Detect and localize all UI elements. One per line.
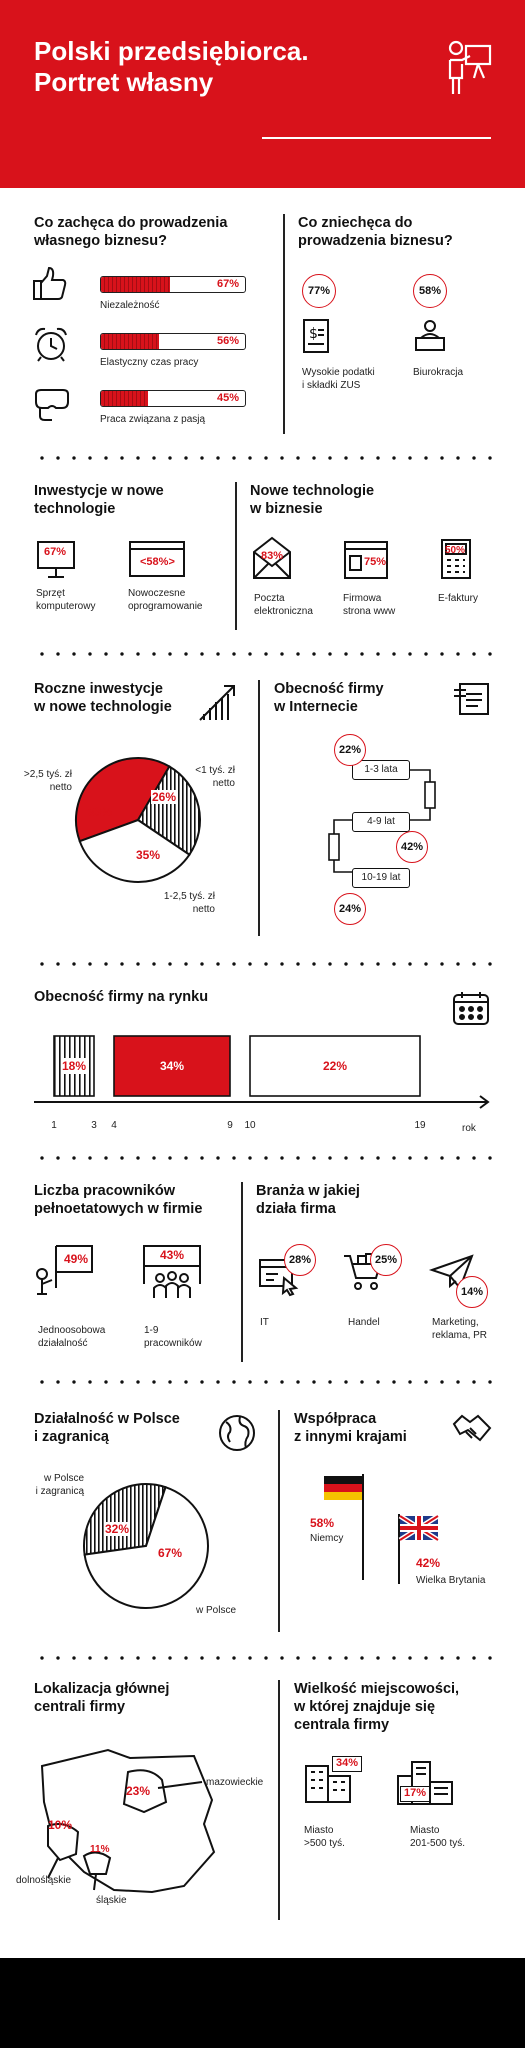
section3-divider <box>258 680 260 936</box>
hq-label-dolnoslaskie: dolnośląskie <box>16 1875 72 1886</box>
encourage-title <box>34 214 264 250</box>
annual-invest-label-3-line1: 1-2,5 tyś. zł <box>163 891 215 902</box>
section6-divider <box>278 1410 280 1632</box>
timeline-tick-6: 19 <box>414 1120 426 1131</box>
new-tech-label-2 <box>343 592 395 618</box>
encourage-label-1: Niezależność <box>100 300 160 311</box>
city-size-pct-2: 17% <box>403 1787 427 1799</box>
encourage-bar-2-fill <box>101 334 159 349</box>
city-size-label-1 <box>304 1824 345 1850</box>
encourage-label-2: Elastyczny czas pracy <box>100 357 199 368</box>
globe-icon <box>218 1414 256 1452</box>
online-presence-box-1 <box>352 760 410 780</box>
industry-circle-3 <box>456 1276 488 1308</box>
employees-pct-1: 49% <box>64 1252 89 1266</box>
industry-title-line1: Branża w jakiej <box>256 1183 360 1199</box>
city-size-title-line1: Wielkość miejscowości, <box>294 1681 460 1697</box>
cooperation-label-2: Wielka Brytania <box>416 1575 486 1586</box>
encourage-bar-3 <box>100 390 246 407</box>
activity-title-line2: i zagranicą <box>34 1429 109 1445</box>
thumbs-up-icon <box>32 266 68 302</box>
encourage-pct-3: 45% <box>216 392 239 404</box>
annual-invest-label-2 <box>185 764 235 790</box>
encourage-bar-2 <box>100 333 246 350</box>
new-tech-label-2-line1: Firmowa <box>343 593 382 604</box>
svg-text:$: $ <box>309 326 318 342</box>
dotted-separator <box>34 652 492 656</box>
city-size-label-1-line1: Miasto <box>304 1825 334 1836</box>
city-size-title-line3: centrala firmy <box>294 1717 390 1733</box>
timeline-pct-2: 34% <box>159 1059 185 1073</box>
dotted-separator <box>34 1656 492 1660</box>
online-presence-title <box>274 680 434 716</box>
new-tech-title <box>250 482 430 518</box>
city-size-title <box>294 1680 494 1734</box>
section2-divider <box>235 482 237 630</box>
employees-title-line1: Liczba pracowników <box>34 1183 175 1199</box>
online-presence-circle-1 <box>334 734 366 766</box>
document-list-icon <box>452 682 490 716</box>
discourage-label-1-line2: i składki ZUS <box>302 380 361 391</box>
cooperation-label-1: Niemcy <box>310 1533 344 1544</box>
timeline-tick-3: 4 <box>111 1120 117 1131</box>
timeline-pct-1: 18% <box>61 1059 87 1073</box>
encourage-label-3: Praca związana z pasją <box>100 414 206 425</box>
discourage-title-line2: prowadzenia biznesu? <box>298 233 453 249</box>
activity-pct-2: 67% <box>158 1546 183 1560</box>
new-tech-pct-1: 83% <box>261 550 284 562</box>
hq-label-mazowieckie: mazowieckie <box>206 1777 264 1788</box>
annual-invest-label-2-line2: netto <box>212 778 235 789</box>
invest-tech-label-1-line1: Sprzęt <box>36 588 65 599</box>
section5-divider <box>241 1182 243 1362</box>
discourage-label-1-line1: Wysokie podatki <box>302 367 375 378</box>
industry-title-line2: działa firma <box>256 1201 336 1217</box>
encourage-pct-1: 67% <box>216 278 239 290</box>
new-tech-label-1-line1: Poczta <box>254 593 285 604</box>
annual-invest-pct-3: 35% <box>136 848 161 862</box>
encourage-title-line1: Co zachęca do prowadzenia <box>34 215 228 231</box>
new-tech-pct-3: 50% <box>445 545 466 556</box>
new-tech-title-line1: Nowe technologie <box>250 483 375 499</box>
new-tech-label-3: E-faktury <box>438 593 479 604</box>
timeline-tick-2: 3 <box>91 1120 97 1131</box>
employees-pct-2: 43% <box>160 1248 185 1262</box>
annual-invest-pct-2: 26% <box>152 790 177 804</box>
discourage-pct-circle-1 <box>302 274 336 308</box>
online-presence-label-3: 10-19 lat <box>361 872 401 883</box>
city-size-pct-1: 34% <box>335 1757 359 1769</box>
hq-location-title-line2: centrali firmy <box>34 1699 126 1715</box>
timeline-tick-5: 10 <box>244 1120 256 1131</box>
employees-label-1-line2: działalność <box>38 1338 88 1349</box>
new-tech-label-2-line2: strona www <box>343 606 396 617</box>
employees-title-line2: pełnoetatowych w firmie <box>34 1201 203 1217</box>
annual-invest-label-3 <box>155 890 215 916</box>
discourage-title <box>298 214 498 250</box>
hq-location-title-line1: Lokalizacja głównej <box>34 1681 170 1697</box>
new-tech-label-1-line2: elektroniczna <box>254 606 313 617</box>
city-size-label-2 <box>410 1824 465 1850</box>
encourage-title-line2: własnego biznesu? <box>34 233 167 249</box>
cooperation-title <box>294 1410 464 1446</box>
footer-bar <box>0 1958 525 2048</box>
employees-title <box>34 1182 234 1218</box>
presenter-board-icon <box>444 38 494 96</box>
city-size-pct-box-1 <box>332 1756 362 1772</box>
invest-tech-pct-2: <58%> <box>140 556 175 568</box>
city-size-label-2-line2: 201-500 tyś. <box>410 1838 466 1849</box>
online-presence-box-2 <box>352 812 410 832</box>
online-presence-pct-1: 22% <box>338 744 362 756</box>
online-presence-title-line1: Obecność firmy <box>274 681 384 697</box>
industry-pct-3: 14% <box>460 1286 484 1298</box>
cooperation-pct-1: 58% <box>310 1516 335 1530</box>
activity-pie <box>80 1480 212 1612</box>
online-presence-title-line2: w Internecie <box>274 699 358 715</box>
market-presence-title: Obecność firmy na rynku <box>34 989 209 1005</box>
annual-invest-label-1 <box>18 768 72 794</box>
online-presence-circle-2 <box>396 831 428 863</box>
invest-tech-label-1-line2: komputerowy <box>36 601 96 612</box>
timeline-tick-1: 1 <box>51 1120 57 1131</box>
invest-tech-label-2 <box>128 587 203 613</box>
online-presence-box-3 <box>352 868 410 888</box>
handshake-icon <box>452 1414 492 1444</box>
industry-label-2: Handel <box>348 1317 380 1328</box>
alarm-clock-icon <box>32 325 70 363</box>
cooperation-pct-2: 42% <box>416 1556 441 1570</box>
annual-invest-label-1-line2: netto <box>49 782 72 793</box>
employees-label-2-line1: 1-9 <box>144 1325 159 1336</box>
discourage-label-1 <box>302 366 375 392</box>
cooperation-title-line1: Współpraca <box>294 1411 377 1427</box>
industry-label-3-line1: Marketing, <box>432 1317 479 1328</box>
new-tech-label-1 <box>254 592 313 618</box>
section1-divider <box>283 214 285 434</box>
page-title <box>34 36 364 98</box>
market-presence-chart <box>34 1036 494 1136</box>
hq-label-slaskie: śląskie <box>96 1895 127 1906</box>
industry-label-3-line2: reklama, PR <box>432 1330 488 1341</box>
discourage-title-line1: Co zniechęca do <box>298 215 413 231</box>
invest-tech-label-1 <box>36 587 95 613</box>
bureaucrat-desk-icon <box>413 318 447 352</box>
industry-label-3 <box>432 1316 487 1342</box>
dotted-separator <box>34 1380 492 1384</box>
invest-tech-title <box>34 482 224 518</box>
invest-tech-title-line2: technologie <box>34 501 116 517</box>
online-presence-circle-3 <box>334 893 366 925</box>
city-size-label-2-line1: Miasto <box>410 1825 440 1836</box>
activity-title <box>34 1410 234 1446</box>
new-tech-title-line2: w biznesie <box>250 501 323 517</box>
hq-pct-dolnoslaskie: 10% <box>48 1818 73 1832</box>
timeline-unit-label: rok <box>462 1123 476 1134</box>
encourage-pct-2: 56% <box>216 335 239 347</box>
invest-tech-pct-2-wrap <box>140 556 175 568</box>
annual-invest-label-3-line2: netto <box>192 904 215 915</box>
employees-label-2 <box>144 1324 202 1350</box>
city-size-pct-box-2 <box>400 1786 430 1802</box>
annual-invest-title-line1: Roczne inwestycje <box>34 681 163 697</box>
annual-invest-pct-1: 39% <box>88 805 113 819</box>
page-title-line1: Polski przedsiębiorca. <box>34 36 309 66</box>
slaskie-region <box>84 1852 110 1874</box>
encourage-bar-1-fill <box>101 277 170 292</box>
discourage-label-2: Biurokracja <box>413 367 464 378</box>
encourage-bar-1 <box>100 276 246 293</box>
discourage-pct-1: 77% <box>307 285 331 297</box>
growth-chart-icon <box>198 684 236 722</box>
activity-title-line1: Działalność w Polsce <box>34 1411 180 1427</box>
city-size-title-line2: w której znajduje się <box>294 1699 436 1715</box>
timeline-pct-3: 22% <box>322 1059 348 1073</box>
activity-pct-1: 32% <box>105 1522 130 1536</box>
activity-label-2: w Polsce <box>196 1605 237 1616</box>
encourage-bar-3-fill <box>101 391 148 406</box>
diving-mask-icon <box>32 388 72 422</box>
discourage-pct-2: 58% <box>418 285 442 297</box>
industry-circle-1 <box>284 1244 316 1276</box>
activity-label-1-line1: w Polsce <box>43 1473 84 1484</box>
hq-location-title <box>34 1680 234 1716</box>
invest-tech-label-2-line2: oprogramowanie <box>128 601 203 612</box>
annual-invest-title <box>34 680 224 716</box>
section7-divider <box>278 1680 280 1920</box>
tax-document-icon <box>302 318 332 354</box>
industry-pct-1: 28% <box>288 1254 312 1266</box>
hq-pct-mazowieckie: 23% <box>126 1784 151 1798</box>
industry-label-1: IT <box>260 1317 269 1328</box>
dotted-separator <box>34 962 492 966</box>
timeline-axis <box>34 1096 488 1108</box>
industry-circle-2 <box>370 1244 402 1276</box>
annual-invest-label-1-line1: >2,5 tyś. zł <box>23 769 72 780</box>
city-size-label-1-line2: >500 tyś. <box>304 1838 345 1849</box>
invest-tech-label-2-line1: Nowoczesne <box>128 588 186 599</box>
page-title-line2: Portret własny <box>34 67 214 97</box>
timeline-tick-4: 9 <box>227 1120 233 1131</box>
header-underline <box>262 137 491 139</box>
activity-label-1 <box>34 1472 84 1498</box>
industry-title <box>256 1182 436 1218</box>
calendar-icon <box>452 990 490 1026</box>
online-presence-label-1: 1-3 lata <box>364 764 398 775</box>
employees-label-2-line2: pracowników <box>144 1338 202 1349</box>
activity-label-1-line2: i zagranicą <box>35 1486 84 1497</box>
invest-tech-pct-1: 67% <box>44 546 67 558</box>
employees-label-1-line1: Jednoosobowa <box>38 1325 106 1336</box>
online-presence-pct-3: 24% <box>338 903 362 915</box>
dotted-separator <box>34 456 492 460</box>
hq-pct-slaskie: 11% <box>90 1844 110 1855</box>
dotted-separator <box>34 1156 492 1160</box>
annual-invest-title-line2: w nowe technologie <box>34 699 172 715</box>
online-presence-pct-2: 42% <box>400 841 424 853</box>
invest-tech-title-line1: Inwestycje w nowe <box>34 483 164 499</box>
discourage-pct-circle-2 <box>413 274 447 308</box>
employees-label-1 <box>38 1324 105 1350</box>
cooperation-title-line2: z innymi krajami <box>294 1429 407 1445</box>
online-presence-label-2: 4-9 lat <box>367 816 395 827</box>
industry-pct-2: 25% <box>374 1254 398 1266</box>
new-tech-pct-2: 75% <box>364 556 387 568</box>
annual-invest-label-2-line1: <1 tyś. zł <box>195 765 235 776</box>
